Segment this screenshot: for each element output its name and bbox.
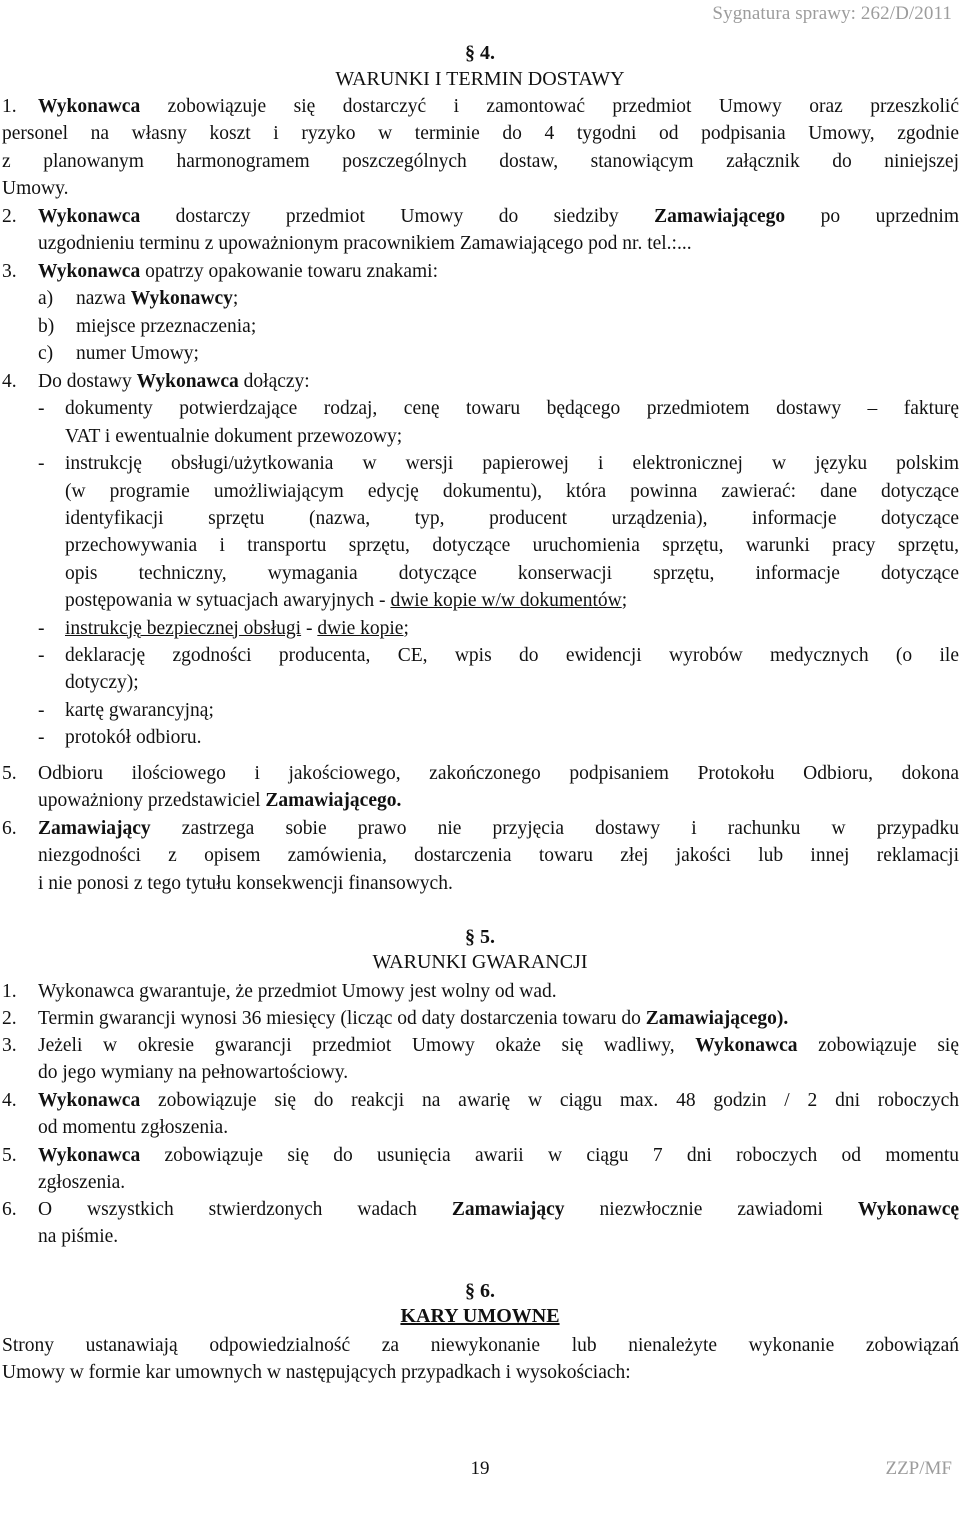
- section-6-title: KARY UMOWNE: [400, 1305, 560, 1327]
- page-number: 19: [470, 1458, 490, 1479]
- section-5-title: WARUNKI GWARANCJI: [372, 951, 588, 973]
- document-page: Sygnatura sprawy: 262/D/2011 § 4. WARUNKI I TERMIN DOSTAWY 1. Wykonawca zobowiązuje się dostarczyć i zamontować przedmiot Umowy oraz przeszkolić personel na własny koszt i ryzyko w terminie do 4 tygodni od podpisania Umowy, zgodnie z planowanym harmonogramem poszczególnych dostaw, stanowiącym załącznik do niniejszej Umowy. 2. Wykonawca dostarczy przedmiot Umowy do siedziby Zamawiającego po uprzednim uzgodnieniu terminu z upoważnionym pracownikiem Zamawiającego pod nr. tel.:... 3. Wykonawca opatrzy opakowanie towaru znakami: a) nazwa Wykonawcy; b) miejsce przeznaczenia; c) numer Umowy; 4. Do dostawy Wykonawca dołączy: - dokumenty potwierdzające rodzaj, cenę towaru będącego przedmiotem dostawy – fakturę VAT i ewentualnie dokument przewozowy; - instrukcję obsługi/użytkowania w wersji papierowej i elektronicznej w języku polskim (w programie umożliwiającym edycję dokumentu), która powinna zawierać: dane dotyczące identyfikacji sprzętu (nazwa, typ, producent urządzenia), informacje dotyczące przechowywania i transportu sprzętu, dotyczące uruchomienia sprzętu, warunki pracy sprzętu, opis techniczny, wymagania dotyczące konserwacji sprzętu, informacje dotyczące postępowania w sytuacjach awaryjnych - dwie kopie w/w dokumentów; - instrukcję bezpiecznej obsługi - dwie kopie; - deklarację zgodności producenta, CE, wpis do ewidencji wyrobów medycznych (o ile dotyczy); - kartę gwarancyjną; - protokół odbioru. 5. Odbioru ilościowego i jakościowego, zakończonego podpisaniem Protokołu Odbioru, dokona upoważniony przedstawiciel Zamawiającego. 6. Zamawiający zastrzega sobie prawo nie przyjęcia dostawy i rachunku w przypadku niezgodności z opisem zamówienia, dostarczenia towaru złej jakości lub innej reklamacji i nie ponosi z tego tytułu konsekwencji finansowych. § 5. WARUNKI GWARANCJI 1. Wykonawca gwarantuje, że przedmiot Umowy jest wolny od wad. 2. Termin gwarancji wynosi 36 miesięcy (licząc od daty dostarczenia towaru do Zamawiającego). 3. Jeżeli w okresie gwarancji przedmiot Umowy okaże się wadliwy, Wykonawca zobowiązuje się do jego wymiany na pełnowartościowy. 4. Wykonawca zobowiązuje się do reakcji na awarię w ciągu max. 48 godzin / 2 dni roboczych od momentu zgłoszenia. 5. Wykonawca zobowiązuje się do usunięcia awarii w ciągu 7 dni roboczych od momentu zgłoszenia. 6. O wszystkich stwierdzonych wadach Zamawiający niezwłocznie zawiadomi Wykonawcę na piśmie. § 6. KARY UMOWNE Strony ustanawiają odpowiedzialność za niewykonanie lub nienależyte wykonanie zobowiązań Umowy w formie kar umownych w następujących przypadkach i wysokościach: 19 ZZP/MF: [2, 3, 960, 1479]
- case-signature: Sygnatura sprawy: 262/D/2011: [712, 3, 952, 24]
- section-5-number: § 5.: [465, 926, 495, 948]
- footer-code: ZZP/MF: [885, 1458, 952, 1479]
- section-4-number: § 4.: [465, 42, 495, 64]
- section-6-number: § 6.: [465, 1280, 495, 1302]
- s6-paragraph: Strony ustanawiają odpowiedzialność za niewykonanie lub nienależyte wykonanie zobowiązań Umowy w formie kar umownych w następujących przypadkach i wysokościach:: [2, 1335, 959, 1384]
- section-4-title: WARUNKI I TERMIN DOSTAWY: [335, 68, 625, 90]
